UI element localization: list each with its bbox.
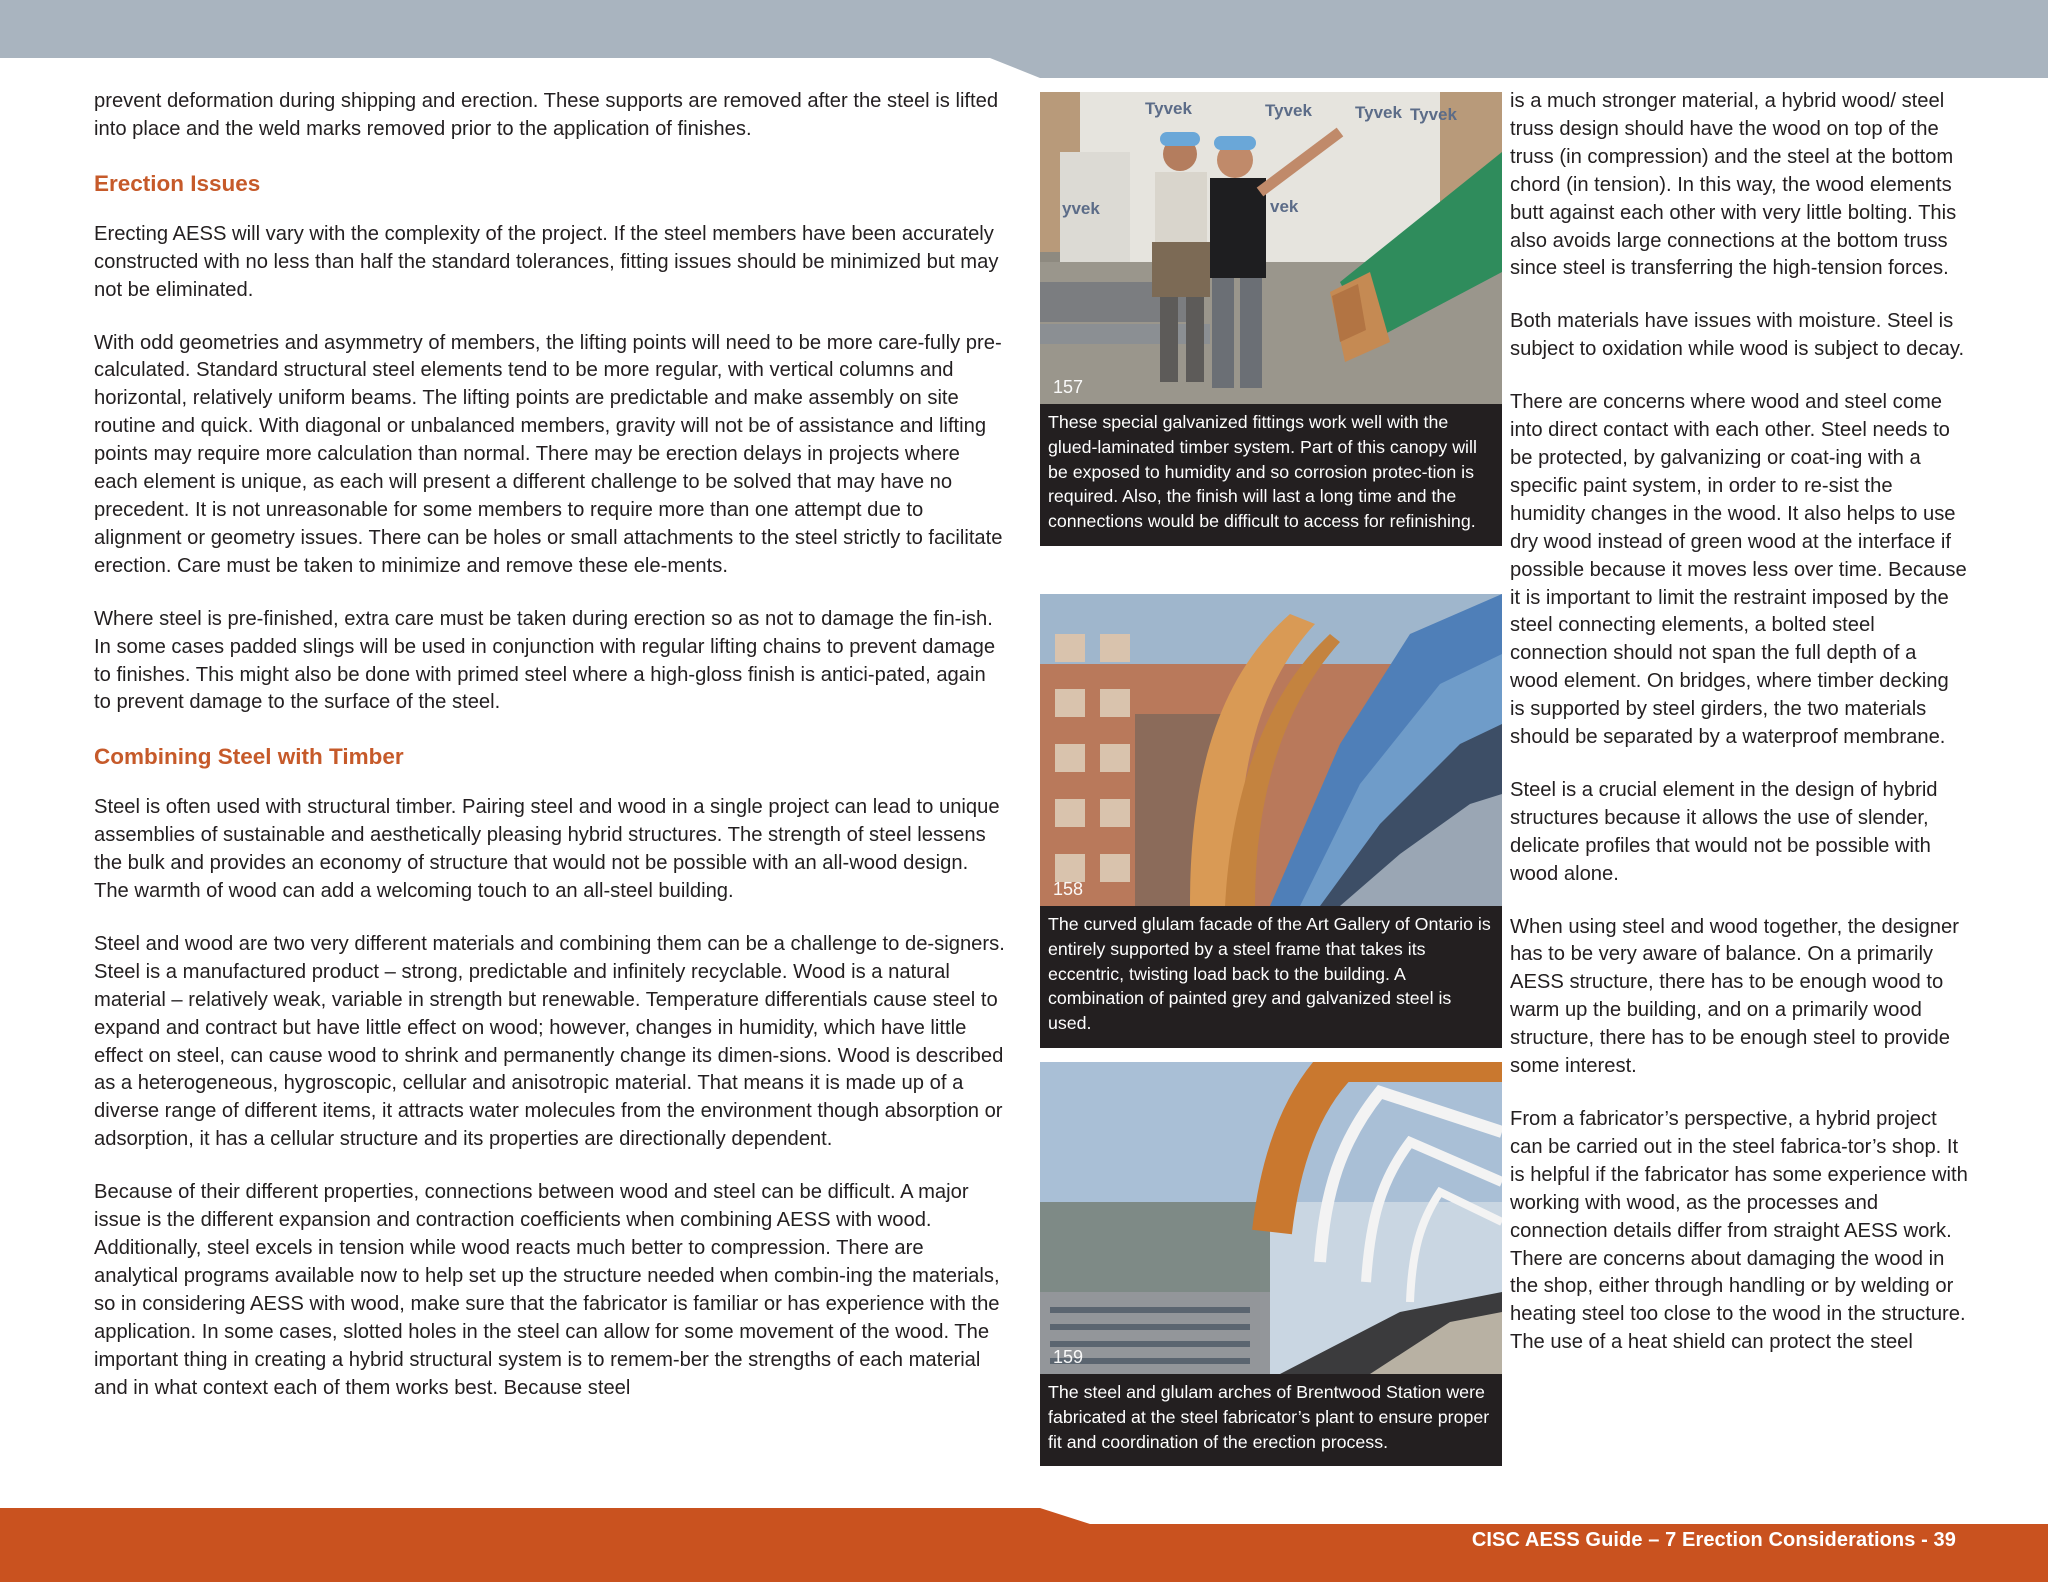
- figure-158: [1040, 594, 1502, 1048]
- erection-issues-heading: Erection Issues: [94, 170, 261, 196]
- tyvek-wrap-label-2: Tyvek: [1265, 101, 1312, 120]
- tyvek-wrap-label-6: vek: [1270, 197, 1299, 216]
- erection-paragraph-1: Erecting AESS will vary with the complexity of the project. If the steel members have been accurately constructed with no less than half the standard tolerances, fitting issues should be minimized but may not be eliminated.: [94, 222, 999, 301]
- photo-157-illustration: [1040, 92, 1502, 404]
- photo-158-illustration: [1040, 594, 1502, 906]
- figure-number: 159: [1053, 1347, 1084, 1367]
- erection-paragraph-3: Where steel is pre-finished, extra care must be taken during erection so as not to damage the fin-ish. In some cases padded slings will be used in conjunction with regular lifting chains to prevent damage to finishes. This might also be done with primed steel where a high-gloss finish is antici-pated, again to prevent damage to the surface of the steel.: [94, 607, 996, 714]
- timber-paragraph-2: Steel and wood are two very different materials and combining them can be a challenge to de-signers. Steel is a manufactured product – strong, predictable and infinitely recyclable. Wood is a natural material – relatively weak, variable in strength but renewable. Temperature differentials cause steel to expand and contract but have little effect on wood; however, changes in humidity, which have little effect on steel, can cause wood to shrink and permanently change its dimen-sions. Wood is described as a heterogeneous, hygroscopic, cellular and anisotropic material. That means it is made up of a diverse range of different items, it attracts water molecules from the environment though absorption or adsorption, it has a cellular structure and its properties are directionally dependent.: [94, 932, 1005, 1151]
- figure-caption: The curved glulam facade of the Art Gallery of Ontario is entirely supported by a steel frame that takes its eccentric, twisting load back to the building. A combination of painted grey and galvanized steel is used.: [1040, 906, 1502, 1048]
- figure-number: 157: [1053, 377, 1084, 397]
- tyvek-wrap-label-4: Tyvek: [1410, 105, 1457, 124]
- photo-brentwood-station: [1040, 1062, 1502, 1374]
- tyvek-wrap-label-3: Tyvek: [1355, 103, 1402, 122]
- timber-paragraph-3: Because of their different properties, connections between wood and steel can be difficult. A major issue is the different expansion and contraction coefficients when combining AESS with wood. Additionally, steel excels in tension while wood reacts much better to compression. There are analytical programs available now to help set up the structure needed when combin-ing the materials, so in considering AESS with wood, make sure that the fabricator is familiar or has experience with the application. In some cases, slotted holes in the steel can allow for some movement of the wood. The important thing in creating a hybrid structural system is to remem-ber the strengths of each material and in what context each of them works best. Because steel: [94, 1181, 1000, 1399]
- right-paragraph-3: There are concerns where wood and steel come into direct contact with each other. Steel needs to be protected, by galvanizing or coat-ing with a specific paint system, in order to re-sist the humidity changes in the wood. It also helps to use dry wood instead of green wood at the interface if possible because it moves less over time. Because it is important to limit the restraint imposed by the steel connecting elements, a bolted steel connection should not span the full depth of a wood element. On bridges, where timber decking is supported by steel girders, the two materials should be separated by a waterproof membrane.: [1510, 391, 1967, 749]
- right-paragraph-6: From a fabricator’s perspective, a hybrid project can be carried out in the steel fabrica-tor’s shop. It is helpful if the fabricator has some experience with working with wood, as the processes and connection details differ from straight AESS work. There are concerns about damaging the wood in the shop, either through handling or by welding or heating steel too close to the wood in the structure. The use of a heat shield can protect the steel: [1510, 1108, 1968, 1354]
- page-footer: CISC AESS Guide – 7 Erection Considerations - 39: [1471, 1529, 1956, 1551]
- erection-paragraph-2: With odd geometries and asymmetry of members, the lifting points will need to be more care-fully pre-calculated. Standard structural steel elements tend to be more regular, with vertical columns and horizontal, relatively uniform beams. The lifting points are predictable and make assembly on site routine and quick. With diagonal or unbalanced members, gravity will not be of assistance and lifting points may require more calculation than normal. There may be erection delays in projects where each element is unique, as each will present a different challenge to be solved that may have no precedent. It is not unreasonable for some members to require more than one attempt due to alignment or geometry issues. There can be holes or small attachments to the steel strictly to facilitate erection. Care must be taken to minimize and remove these ele-ments.: [94, 331, 1003, 577]
- right-paragraph-5: When using steel and wood together, the designer has to be very aware of balance. On a primarily AESS structure, there has to be enough wood to warm up the building, and on a primarily wood structure, there has to be enough steel to provide some interest.: [1510, 915, 1959, 1078]
- tyvek-wrap-label-1: Tyvek: [1145, 99, 1192, 118]
- figure-caption: The steel and glulam arches of Brentwood Station were fabricated at the steel fabricator’s plant to ensure proper fit and coordination of the erection process.: [1040, 1374, 1502, 1466]
- right-paragraph-1: is a much stronger material, a hybrid wood/ steel truss design should have the wood on top of the truss (in compression) and the steel at the bottom chord (in tension). In this way, the wood elements butt against each other with very little bolting. This also avoids large connections at the bottom truss since steel is transferring the high-tension forces.: [1510, 90, 1957, 280]
- combining-steel-timber-heading: Combining Steel with Timber: [94, 744, 404, 770]
- header-band: [0, 0, 2048, 80]
- intro-paragraph: prevent deformation during shipping and erection. These supports are removed after the steel is lifted into place and the weld marks removed prior to the application of finishes.: [94, 90, 999, 140]
- figure-caption: These special galvanized fittings work well with the glued-laminated timber system. Part of this canopy will be exposed to humidity and so corrosion protec-tion is required. Also, the finish will last a long time and the connections would be difficult to access for refinishing.: [1040, 404, 1502, 546]
- right-paragraph-4: Steel is a crucial element in the design of hybrid structures because it allows the use of slender, delicate profiles that would not be possible with wood alone.: [1510, 778, 1938, 885]
- tyvek-wrap-label-5: yvek: [1062, 199, 1100, 218]
- figure-157: [1040, 92, 1502, 546]
- photo-art-gallery-facade: [1040, 594, 1502, 906]
- figure-159: [1040, 1062, 1502, 1466]
- timber-paragraph-1: Steel is often used with structural timber. Pairing steel and wood in a single project can lead to unique assemblies of sustainable and aesthetically pleasing hybrid structures. The strength of steel lessens the bulk and provides an economy of structure that would not be possible with an all-wood design. The warmth of wood can add a welcoming touch to an all-steel building.: [94, 796, 1000, 903]
- figure-number: 158: [1053, 879, 1084, 899]
- right-text-column: [1510, 88, 1968, 1382]
- left-text-column: [94, 88, 1006, 1427]
- right-paragraph-2: Both materials have issues with moisture. Steel is subject to oxidation while wood is subject to decay.: [1510, 310, 1965, 361]
- header-band-shape: [0, 0, 2048, 78]
- photo-159-illustration: [1040, 1062, 1502, 1374]
- photo-construction-workers: [1040, 92, 1502, 404]
